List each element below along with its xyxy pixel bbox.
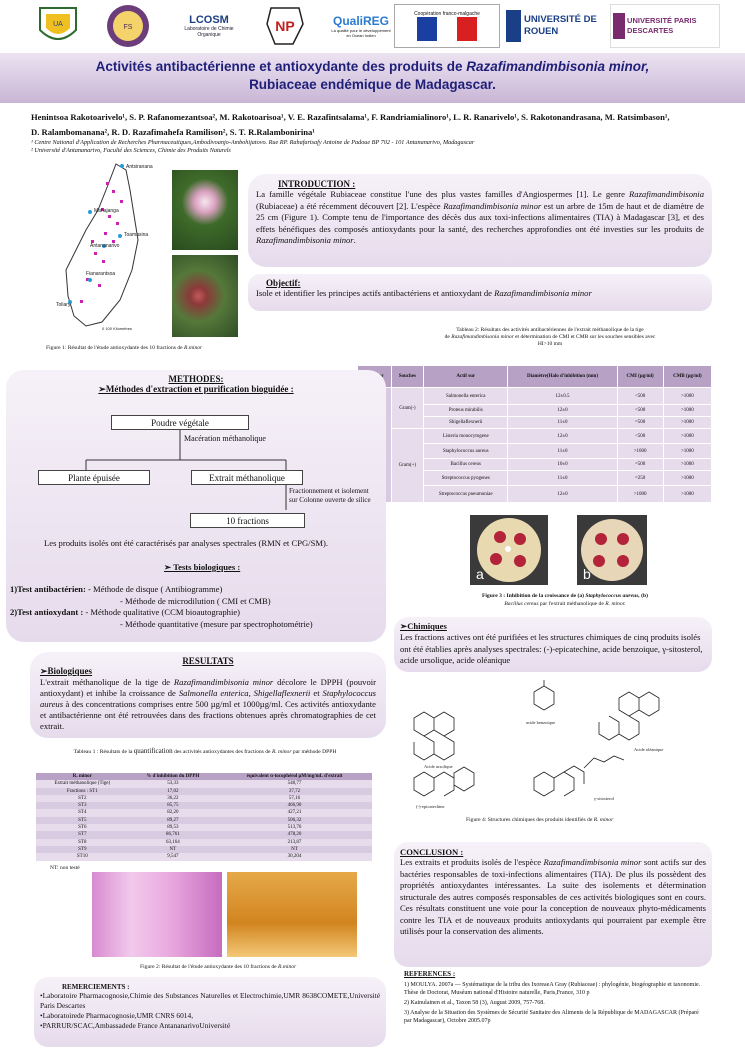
introduction-box bbox=[248, 174, 712, 267]
objectif-box bbox=[248, 274, 712, 311]
epicatechine-structure bbox=[414, 767, 474, 796]
remerciement-item: •Laboratoire Pharmacognosie,Chimie des Substances Naturelles et Electrochimie,UMR 8638COMETE,Université Paris Descartes bbox=[40, 991, 380, 1010]
chem-label: γ-sitosterol bbox=[594, 796, 614, 801]
logo-qualireg: QualiREG La qualité pour le développement en Océan Indien bbox=[331, 14, 391, 38]
tests-list: 1)Test antibactérien: - Méthode de disque ( Antibiogramme) - Méthode de microdilution ( CMI et CMB) 2)Test antioxydant : - Méthode qualitative (CCM bioautographie) - Méthode quantitative (mesure par spectrophotométrie) bbox=[10, 584, 313, 629]
tableau1-note: NT: non testé bbox=[50, 865, 80, 871]
logo-lcosm: LCOSM Laboratoire de Chimie Organique bbox=[184, 14, 234, 38]
chimiques-box bbox=[394, 617, 712, 672]
svg-text:UA: UA bbox=[53, 21, 63, 28]
affiliations: ¹ Centre National d'Application de Recherches Pharmaceutiques,Ambodivoanjo-Ambohijatovo. Rue RP. Rahafartsafy Antoine de Padoue BP 702 - 101 Antananarivo, Madagascar ² Université d'Antananarivo, Faculté des Sciences, Chimie des Produits Naturels bbox=[31, 139, 475, 154]
map-city: Toliary bbox=[56, 302, 71, 308]
flow-plante-epuisee: Plante épuisée bbox=[38, 470, 150, 485]
conclusion-box bbox=[394, 842, 712, 967]
references-heading: REFERENCES : bbox=[404, 970, 456, 978]
authors: Henintsoa Rakotoarivelo¹, S. P. Rafanomezantsoa², M. Rakotoarisoa¹, V. E. Razafintsalama¹, F. Randriamialinoro¹, L. R. Ranarivelo¹, S. Rakotonandrasana, M. Ratsimbason¹, D. Ralambomanana², R. D. Razafimahefa Ramilison², S. T. R.Ralambonirina¹ bbox=[31, 112, 670, 137]
map-scale: 0 100 Kilomètres bbox=[102, 326, 133, 331]
plant-photo-fruit bbox=[172, 255, 238, 337]
tableau2-caption: Tableau 2: Résultats des activités antibactériennes de l'extrait méthanolique de la tige de Razafimandimbisonia minor et détermination de CMI et CMB sur les souches sensibles avec HI>10 mm bbox=[444, 327, 656, 347]
chem-label: Acide ursolique bbox=[424, 764, 453, 769]
reference-item: 1) MOULYA. 2007a — Systématique de la tribu des IxoreaeA Gray (Rubiaceae) : phylogénie, biogéographie et taxonomie. Thèse de Doctorat, Muséum national d'Histoire naturelle, Paris,France, 310 p bbox=[404, 982, 701, 996]
flow-10-fractions: 10 fractions bbox=[190, 513, 305, 528]
remerciements-box bbox=[34, 977, 386, 1047]
figure3-label-b: b bbox=[583, 566, 591, 582]
petri-dish-a bbox=[470, 515, 548, 585]
acide-oleanique-structure bbox=[599, 692, 659, 740]
acide-benzoique-structure bbox=[534, 680, 554, 710]
flow-poudre-vegetale: Poudre végétale bbox=[111, 415, 249, 430]
poster-title: Activités antibactérienne et antioxydante des produits de Razafimandimbisonia minor, Rubiaceae endémique de Madagascar. bbox=[95, 59, 650, 92]
map-city: Antananarivo bbox=[90, 243, 120, 249]
chem-label: Acide oléanique bbox=[634, 747, 664, 752]
methodes-heading: METHODES: bbox=[168, 374, 224, 384]
resultats-heading: RESULTATS bbox=[182, 656, 234, 666]
objectif-heading: Objectif: bbox=[266, 278, 301, 288]
gamma-sitosterol-structure bbox=[534, 756, 624, 796]
biologiques-heading: ➢Biologiques bbox=[40, 666, 93, 676]
figure4-caption: Figure 4: Structures chimiques des produits identifiés de R. minor bbox=[466, 817, 614, 823]
map-city: Fianarantsoa bbox=[86, 271, 116, 277]
remerciement-item: •Laboratoirede Pharmacognosie,UMR CNRS 6014, bbox=[40, 1011, 194, 1020]
acide-ursolique-structure bbox=[414, 712, 454, 760]
chimiques-heading: ➢Chimiques bbox=[400, 621, 447, 631]
reference-item: 2) Kainulainen et al., Taxon 58 (3), August 2009, 757-768. bbox=[404, 1000, 545, 1006]
conclusion-text: Les extraits et produits isolés de l'espèce Razafimandimbisonia minor sont actifs sur des bactéries responsables de toxi-infections alimentaires (TIA). De plus ils possèdent des propriétés antioxydantes intéressantes. La suite des isolements et détermination structurale des autres composés responsables de ces activités biologiques sont en cours. Ces résultats constituent une voie pour la conception de nouveaux phyto-médicaments contre les TIA et de nouveaux produits antioxydants qui pourraient par exemple être utilisés pour la conservation des aliments. bbox=[400, 857, 706, 936]
tests-heading: ➢ Tests biologiques : bbox=[164, 562, 241, 572]
chemical-structures bbox=[394, 678, 714, 813]
logo-universite-antananarivo bbox=[33, 4, 83, 48]
logo-cnarp bbox=[263, 4, 307, 48]
svg-text:FS: FS bbox=[123, 24, 133, 31]
petri-dish-b bbox=[577, 515, 647, 585]
logo-cooperation: Coopération franco-malgache bbox=[394, 4, 500, 48]
map-city: Toamasina bbox=[124, 232, 149, 238]
figure2-caption: Figure 2: Résultat de l'étude antioxydante des 10 fractions de R.minor bbox=[140, 964, 297, 970]
test-tubes-photo bbox=[227, 872, 357, 957]
remerciements-heading: REMERCIEMENTS : bbox=[62, 983, 130, 991]
introduction-heading: INTRODUCTION : bbox=[278, 179, 356, 189]
chem-label: acide benzoique bbox=[526, 720, 556, 725]
map-city: Antsiranana bbox=[126, 164, 153, 170]
conclusion-heading: CONCLUSION : bbox=[400, 847, 464, 857]
figure3-label-a: a bbox=[476, 566, 484, 582]
methodes-isolated-text: Les produits isolés ont été caractérisés par analyses spectrales (RMN et CPG/SM). bbox=[44, 538, 329, 548]
flow-extrait-methanolique: Extrait méthanolique bbox=[191, 470, 303, 485]
resultats-text: L'extrait méthanolique de la tige de Razafimandimbisonia minor décolore le DPPH (pouvoir antioxydant) et inhibe la croissance de Salmonella enterica, Shigellaflexnerii et Staphylococcus aureus à des concentrations comprises entre 500 µg/ml et 1000µg/ml. Ces activités antioxydante et antibactérienne ont été retrouvées dans des fractions obtenues après chromatographies de cet extrait. bbox=[40, 677, 377, 731]
flow-maceration: Macération méthanolique bbox=[184, 434, 266, 443]
plant-photo-flower bbox=[172, 170, 238, 250]
reference-item: 3) Analyse de la Situation des Systèmes de Sécurité Sanitaire des Aliments de la République de MADAGASCAR (Préparé par Madagascar), Octobre 2005.07p bbox=[404, 1010, 699, 1024]
objectif-text: Isole et identifier les principes actifs antibactériens et antioxydant de Razafimandimbisonia minor bbox=[256, 288, 592, 298]
logo-universite-rouen: UNIVERSITÉ DE ROUEN bbox=[506, 4, 606, 48]
figure3-caption: Figure 3 : Inhibition de la croissance de (a) Staphylococcus aureus, (b) Bacillus cereus par l'extrait méthanolique de R. minor. bbox=[481, 593, 649, 607]
logo-faculte-sciences bbox=[103, 4, 153, 48]
svg-text:NP: NP bbox=[275, 18, 295, 34]
figure1-caption: Figure 1: Résultat de l'étude antioxydante des 10 fractions de R.minor bbox=[46, 345, 203, 351]
references bbox=[404, 970, 704, 1025]
tableau1: R. minor % d'inhibition du DPPH équivalent ɑ-tocophérol µM/mg/mL d'extrait Extrait méthanolique (Tige) 53,33 548,77 Fractions : ST1 17,02 37,72 ST2 36,22 57,16 ST3 85,75 466,90 ST4 82,20 427,21 ST5 89,27 506,32 ST6 89,53 513,76 ST7 86,761 478,20 ST8 63,164 213,87 ST9 NT NT ST10 9,547 30,204 bbox=[36, 773, 372, 861]
methodes-subheading: ➢Méthodes d'extraction et purification bioguidée : bbox=[98, 384, 294, 394]
chem-label: (-)-epicatechine bbox=[416, 804, 445, 809]
tlc-plate-photo bbox=[92, 872, 222, 957]
madagascar-map bbox=[46, 160, 166, 332]
logo-universite-paris-descartes: UNIVERSITÉ PARIS DESCARTES bbox=[610, 4, 720, 48]
introduction-text: La famille végétale Rubiaceae constitue l'une des plus vastes familles d'Angiospermes [1]. Le genre Razafimandimbisonia (Rubiaceae) a été récemment découvert [2]. L'espèce Razafimandimbisonia minor est un arbre de 15m de haut et de diamètre de 25 cm (Figure 1). Compte tenu de l'importance des décès dus aux toxi-infections alimentaires (TIA) à Madagascar [3], et des effets bénéfiques des composés antioxydants pour la santé, des recherches approfondies ont été investies sur les produits de Razafimandimbisonia minor. bbox=[256, 189, 704, 245]
flow-fractionnement-note: Fractionnement et isolement sur Colonne ouverte de silice bbox=[289, 487, 371, 504]
resultats-box bbox=[30, 652, 386, 738]
tableau2: Souches Actif sur Diamètre(Halo d'inhibition (mm) CMI (µg/ml) CMB (µg/ml) Gram(-) Salmonella enterica 12±0.5 <500 >1000 Proteus mirabilis 12±0 <500 >1000 Shigellaflexnerii 11±0 =500 >1000 Gram(+) Listeria monocytogene 12±0 <500 >1000 Staphylococcus aureus 11±0 >1000 >1000 Bacillus cereus 10±0 =500 >1000 Streptococcus pyogenes 11±0 =250 >1000 Streptococcus pneumoniae 12±0 >1000 >1000 bbox=[357, 365, 712, 503]
remerciement-item: •PARRUR/SCAC,Ambassadede France AntananarivoUniversité bbox=[40, 1021, 231, 1030]
map-city: Mahajanga bbox=[94, 208, 119, 214]
chimiques-text: Les fractions actives ont été purifiées et les structures chimiques de cinq produits isolés ont été établies après analyses spectrales: (-)-epicatechine, acide benzoique, γ-sitosterol, acide ursolique, acide oléanique bbox=[400, 632, 703, 665]
tableau1-caption: Tableau 1 : Résultats de la quantification des activités antioxydantes des fractions de R. minor par méthode DPPH bbox=[73, 747, 337, 755]
